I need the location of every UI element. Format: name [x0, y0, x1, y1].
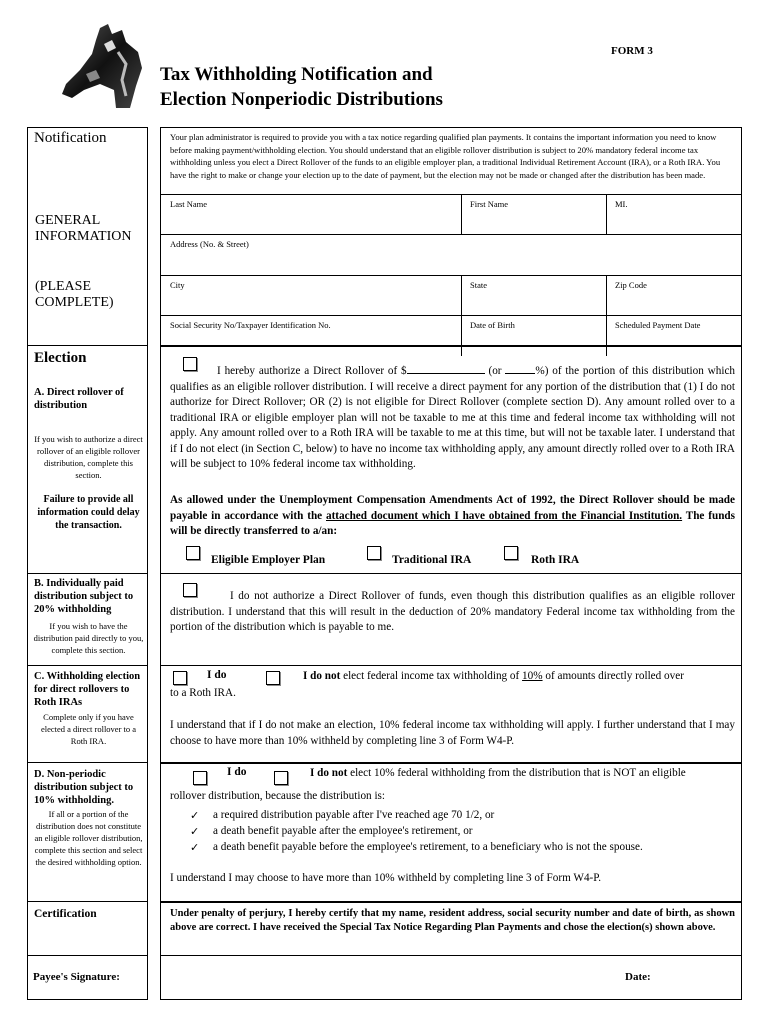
- left-column: [27, 127, 148, 1000]
- zip-input[interactable]: [608, 294, 741, 314]
- section-c-text-2: I understand that if I do not make an election, 10% federal income tax withholding will apply. I further understand that I may choose to have more than 10% withheld by completing line 3 of Form W4-P.: [170, 719, 735, 747]
- mi-label: MI.: [615, 199, 628, 209]
- dob-label: Date of Birth: [470, 320, 515, 330]
- election-title: Election: [34, 350, 87, 366]
- row-divider: [161, 999, 741, 1000]
- section-d-text-line-2: rollover distribution, because the distribution is:: [170, 790, 386, 802]
- row-divider: [161, 194, 741, 195]
- check-mark-icon: ✓: [190, 826, 200, 838]
- nonperiodic-do-not-checkbox[interactable]: [274, 771, 288, 785]
- section-c-instruction: Complete only if you have elected a direct rollover to a Roth IRA.: [40, 712, 137, 746]
- section-a-warning: Failure to provide all information could delay the transaction.: [37, 494, 140, 531]
- reason-item: a required distribution payable after I've reached age 70 1/2, or: [213, 809, 495, 821]
- row-divider: [161, 127, 741, 128]
- row-divider: [161, 665, 741, 666]
- last-name-input[interactable]: [163, 213, 459, 233]
- note-line-2: COMPLETE): [35, 295, 114, 310]
- section-d-title: D. Non-periodic distribution subject to 10% withholding.: [34, 769, 134, 806]
- section-divider: [28, 573, 147, 574]
- rollover-percent-field[interactable]: [505, 363, 535, 374]
- please-complete-note: [35, 279, 114, 311]
- section-a-act-text: [170, 493, 735, 540]
- column-divider: [461, 194, 462, 234]
- nonperiodic-do-not-label: I do not: [310, 767, 348, 779]
- section-divider: [28, 762, 147, 763]
- section-b-text: I do not authorize a Direct Rollover of funds, even though this distribution qualifies as an eligible rollover distribution. I understand that this will result in the deduction of 20% mandatory Federal income tax withholding from the portion of the distribution which is payable to me.: [170, 590, 735, 633]
- eligible-employer-plan-label: Eligible Employer Plan: [211, 554, 326, 566]
- row-divider: [161, 955, 741, 956]
- right-column: [160, 127, 742, 1000]
- title-line-2: Election Nonperiodic Distributions: [160, 89, 443, 110]
- payee-signature-field[interactable]: [160, 960, 580, 990]
- row-divider: [161, 762, 741, 764]
- section-c-text-pre: elect federal income tax withholding of: [340, 670, 523, 682]
- section-d-instruction: If all or a portion of the distribution does not constitute an eligible rollover distribution, complete this section and select the desired withholding option.: [34, 809, 143, 867]
- first-name-label: First Name: [470, 199, 509, 209]
- certification-text: Under penalty of perjury, I hereby certify that my name, resident address, social security number and date of birth, as shown above are correct. I have received the Special Tax Notice Regarding Plan Payments and chose the election(s) shown above.: [170, 908, 735, 933]
- section-b-title: B. Individually paid distribution subject to 20% withholding: [34, 578, 134, 615]
- act-link-text: attached document which I have obtained from the Financial Institution.: [325, 509, 683, 522]
- address-input[interactable]: [163, 253, 741, 273]
- column-divider: [606, 194, 607, 234]
- nonperiodic-do-checkbox[interactable]: [193, 771, 207, 785]
- general-title-line-2: INFORMATION: [35, 229, 132, 244]
- section-c-rate: 10%: [522, 670, 543, 682]
- payee-signature-label: Payee's Signature:: [33, 971, 120, 983]
- row-divider: [161, 315, 741, 316]
- act-tail-text: The funds will be directly transferred to a/an:: [170, 509, 735, 537]
- ssn-label: Social Security No/Taxpayer Identification No.: [170, 320, 331, 330]
- section-divider: [28, 127, 147, 128]
- notification-title: Notification: [34, 130, 107, 146]
- first-name-input[interactable]: [463, 213, 604, 233]
- general-information-title: [35, 213, 131, 245]
- reason-item: a death benefit payable after the employee's retirement, or: [213, 825, 473, 837]
- note-line-1: (PLEASE: [35, 279, 91, 294]
- section-c-text-post: of amounts directly rolled over: [542, 670, 684, 682]
- act-text: As allowed under the Unemployment Compensation Amendments Act of 1992, the Direct Rollover should be made payable in accordance with the: [170, 494, 735, 522]
- page-title: [160, 62, 443, 112]
- section-d-text-tail: elect 10% federal withholding from the distribution that is NOT an eligible: [347, 767, 686, 779]
- section-divider: [28, 999, 147, 1000]
- eligible-employer-plan-checkbox[interactable]: [186, 546, 200, 560]
- section-a-text-mid: (or: [484, 365, 506, 377]
- certification-title: Certification: [34, 908, 97, 920]
- row-divider: [161, 345, 741, 347]
- payment-date-label: Scheduled Payment Date: [615, 320, 701, 330]
- mi-input[interactable]: [608, 213, 741, 233]
- ssn-input[interactable]: [163, 334, 459, 354]
- date-label: Date:: [625, 971, 651, 983]
- row-divider: [161, 901, 741, 903]
- zip-label: Zip Code: [615, 280, 647, 290]
- section-divider: [28, 665, 147, 666]
- rollover-amount-field[interactable]: [407, 363, 485, 374]
- check-mark-icon: ✓: [190, 810, 200, 822]
- roth-ira-label: Roth IRA: [531, 554, 580, 566]
- section-d-text: [310, 766, 738, 782]
- city-input[interactable]: [163, 294, 459, 314]
- nonperiodic-do-label: I do: [227, 766, 247, 778]
- section-a-instruction: If you wish to authorize a direct rollover of an eligible rollover distribution, complete this section.: [34, 434, 143, 480]
- section-divider: [28, 955, 147, 956]
- payment-date-input[interactable]: [608, 334, 741, 354]
- general-title-line-1: GENERAL: [35, 213, 101, 228]
- dob-input[interactable]: [463, 334, 604, 354]
- row-divider: [161, 573, 741, 574]
- reason-item: a death benefit payable before the employee's retirement, to a beneficiary who is not the spouse.: [213, 841, 643, 853]
- row-divider: [161, 275, 741, 276]
- horse-head-logo-icon: [56, 24, 156, 110]
- state-input[interactable]: [463, 294, 604, 314]
- state-label: State: [470, 280, 487, 290]
- section-a-text-post: %) of the portion of this distribution which qualifies as an eligible rollover distribution. I will receive a direct payment for any portion of the distribution that (1) I do not authorize for Direct Rollover; OR (2) is not eligible for Direct Rollover (complete section D). Any amount rolled over to a traditional IRA or eligible employer plan will not be taxable to me at this time and federal income tax withholding will not apply. Any amount rolled over to a Roth IRA will be taxable to me at this time, but will not be taxable later. I understand that if I do not elect (in Section C, below) to have no income tax withholding apply, any amount directly rolled over to a Roth IRA will be subject to 10% federal income tax withholding.: [170, 365, 736, 470]
- last-name-label: Last Name: [170, 199, 208, 209]
- section-d-text-2: I understand I may choose to have more than 10% withheld by completing line 3 of Form W4-P.: [170, 872, 602, 884]
- section-c-title: C. Withholding election for direct rollovers to Roth IRAs: [34, 671, 141, 708]
- notification-text: Your plan administrator is required to provide you with a tax notice regarding qualified plan payments. It contains the important information you need to know before making payment/withholding election. You should understand that an eligible rollover distribution is subject to 20% mandatory federal income tax withholding unless you elect a Direct Rollover of the funds to an eligible employer plan, a traditional Individual Retirement Account (IRA), or a Roth IRA. You have the right to make or change your election up to the date of payment, but the election may not be made or changed after the distribution has been made.: [170, 132, 721, 180]
- roth-withholding-do-not-checkbox[interactable]: [266, 671, 280, 685]
- section-divider: [28, 901, 147, 902]
- section-a-title: A. Direct rollover of distribution: [34, 387, 124, 411]
- section-c-text: [303, 669, 738, 685]
- row-divider: [161, 234, 741, 235]
- check-mark-icon: ✓: [190, 842, 200, 854]
- date-field[interactable]: [660, 960, 740, 990]
- section-a-text: [170, 363, 735, 473]
- section-b-instruction: If you wish to have the distribution paid directly to you, complete this section.: [33, 621, 144, 655]
- title-line-1: Tax Withholding Notification and: [160, 64, 433, 85]
- traditional-ira-checkbox[interactable]: [367, 546, 381, 560]
- city-label: City: [170, 280, 185, 290]
- address-label: Address (No. & Street): [170, 239, 249, 249]
- roth-ira-checkbox[interactable]: [504, 546, 518, 560]
- section-c-text-line-2: to a Roth IRA.: [170, 687, 236, 699]
- traditional-ira-label: Traditional IRA: [392, 554, 472, 566]
- roth-withholding-do-checkbox[interactable]: [173, 671, 187, 685]
- section-a-text-pre: I hereby authorize a Direct Rollover of $: [217, 365, 407, 377]
- roth-withholding-do-label: I do: [207, 669, 227, 681]
- roth-withholding-do-not-label: I do not: [303, 670, 341, 682]
- section-divider: [28, 345, 147, 346]
- form-number: FORM 3: [611, 45, 653, 57]
